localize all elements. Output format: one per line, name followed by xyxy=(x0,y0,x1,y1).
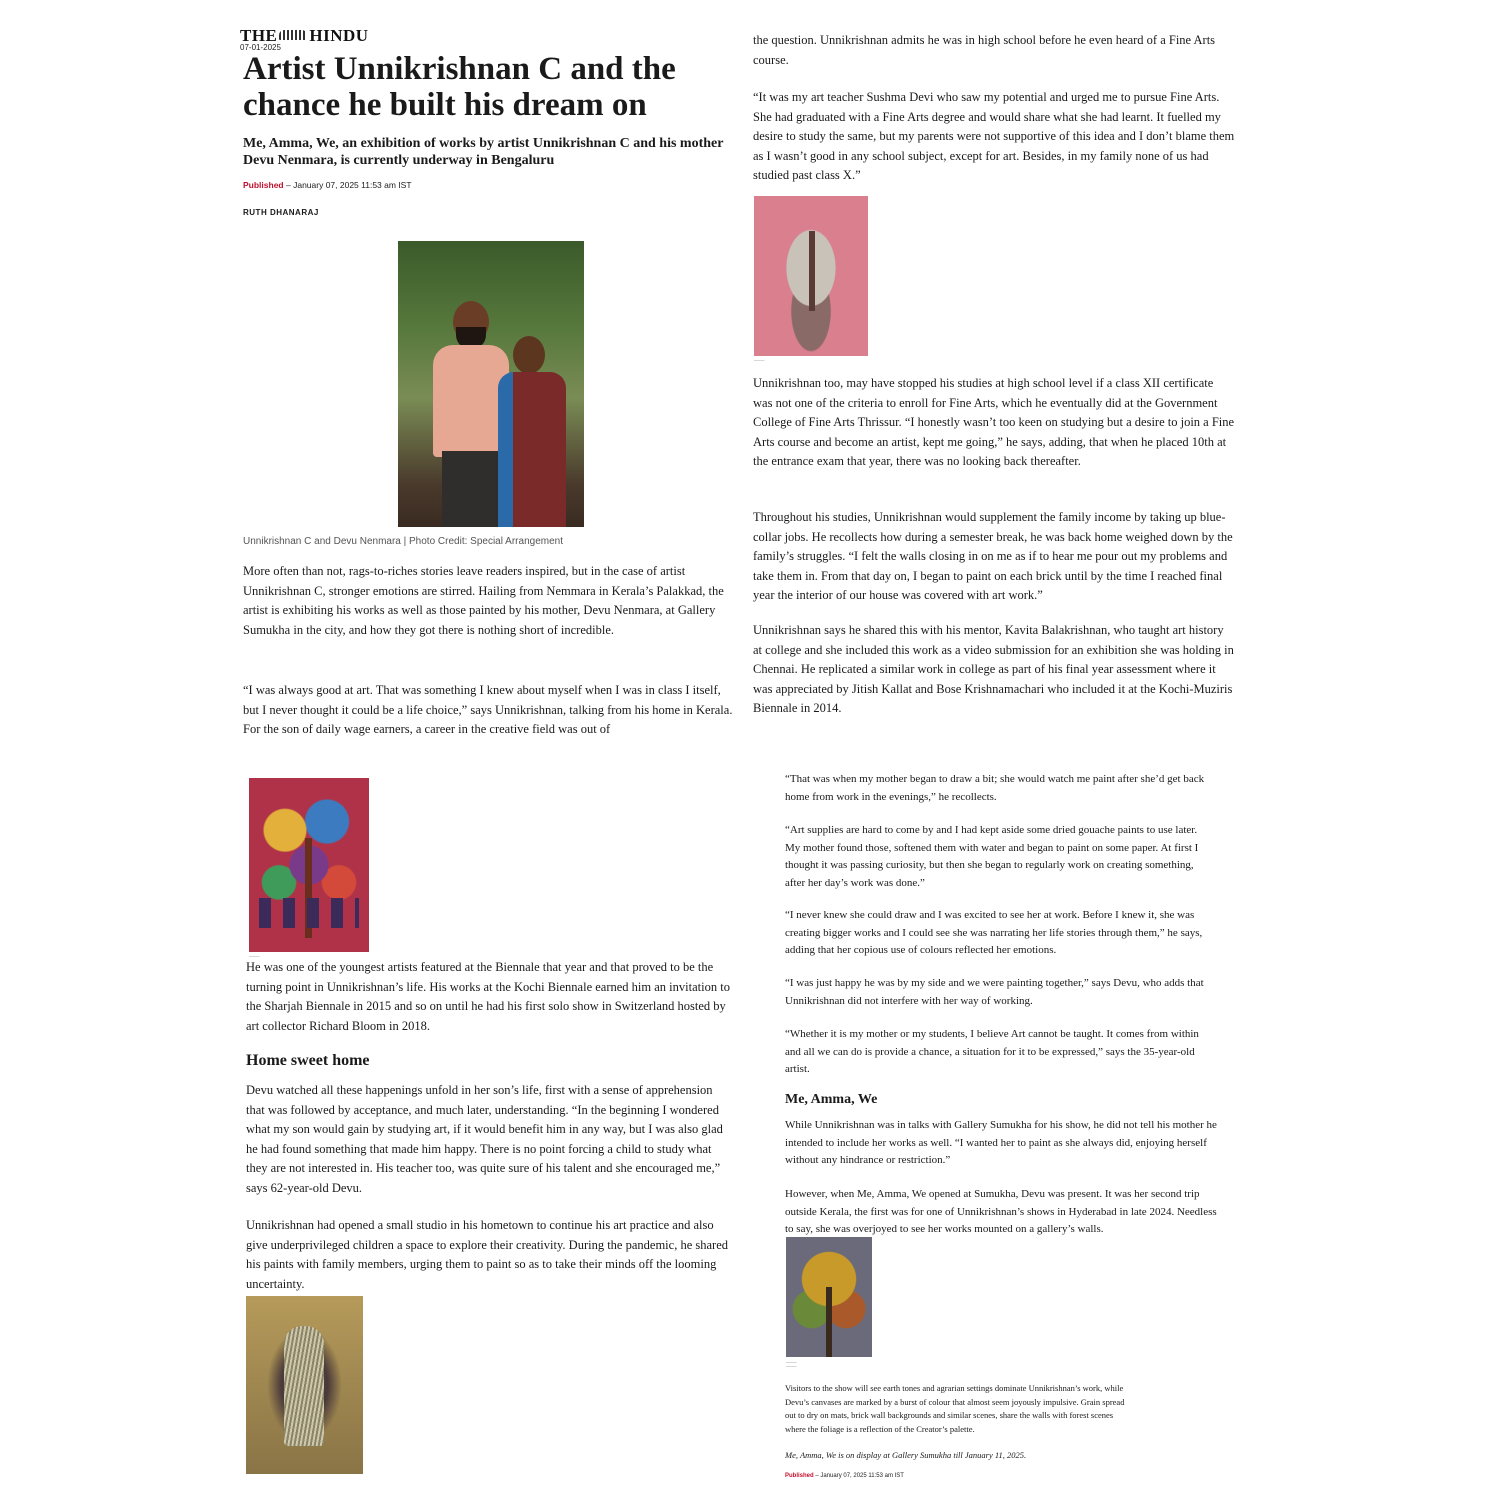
published-label-footer: Published xyxy=(785,1473,814,1479)
published-line xyxy=(243,180,412,190)
headline: Artist Unnikrishnan C and the chance he built his dream on xyxy=(243,51,676,123)
col3-para-1: He was one of the youngest artists featured at the Biennale that year and that proved to be the turning point in Unnikrishnan’s life. His works at the Kochi Biennale earned him an invitation to the Sharjah Biennale in 2015 and so on until he had his first solo show in Switzerland hosted by art collector Richard Bloom in 2018. xyxy=(246,960,730,1033)
painting-tree-pink xyxy=(754,196,868,356)
photo-caption: Unnikrishnan C and Devu Nenmara | Photo Credit: Special Arrangement xyxy=(243,536,563,547)
col1-para-2: “I was always good at art. That was something I knew about myself when I was in class I itself, but I never thought it could be a life choice,” says Unnikrishnan, talking from his home in Kerala. For the son of daily wage earners, a career in the creative field was out of xyxy=(243,683,733,736)
col4-para-3: “I never knew she could draw and I was excited to see her at work. Before I knew it, she was creating bigger works and I could see she was narrating her life stories through them,” he says, adding that her copious use of colours reflected her emotions. xyxy=(785,909,1203,956)
col3-para-2: Devu watched all these happenings unfold in her son’s life, first with a sense of apprehension that was followed by acceptance, and much later, understanding. “In the beginning I wondered what my son would gain by studying art, if it would benefit him in any way, but I was also glad he had found something that made him happy. There is no point forcing a child to study what they are not interested in. His teacher too, was quite sure of his talent and she encouraged me,” says 62-year-old Devu. xyxy=(246,1083,723,1195)
col2-para-1: the question. Unnikrishnan admits he was in high school before he even heard of a Fine Arts course. xyxy=(753,33,1216,67)
masthead-right: HINDU xyxy=(309,26,369,45)
col4-para-2: “Art supplies are hard to come by and I had kept aside some dried gouache paints to use later. My mother found those, softened them with water and began to paint on some paper. At first I thought it was passing curiosity, but then she began to regularly work on creating something, after her day’s work was done.” xyxy=(785,824,1199,889)
col2-para-2: “It was my art teacher Sushma Devi who saw my potential and urged me to pursue Fine Arts. She had graduated with a Fine Arts degree and would share what she had learnt. It fuelled my desire to study the same, but my parents were not supportive of this idea and I don’t blame them as I wasn’t good in any school subject, except for art. Besides, in my family none of us had studied past class X.” xyxy=(753,90,1235,182)
painting-colorful-tree xyxy=(249,778,369,952)
published-date: – January 07, 2025 11:53 am IST xyxy=(286,180,412,190)
lead-photo xyxy=(398,241,584,527)
masthead-left: THE xyxy=(240,26,278,45)
painting-autumn-tree xyxy=(786,1237,872,1357)
col4-para-7: However, when Me, Amma, We opened at Sumukha, Devu was present. It was her second trip outside Kerala, the first was for one of Unnikrishnan’s shows in Hyderabad in late 2024. Needless to say, she was overjoyed to see her works mounted on a gallery’s walls. xyxy=(785,1188,1217,1235)
col2-para-5: Unnikrishnan says he shared this with his mentor, Kavita Balakrishnan, who taught art history at college and she included this work as a video submission for an exhibition she was holding in Chennai. He replicated a similar work in college as part of his final year assessment where it was appreciated by Jitish Kallat and Bose Krishnamachari who included it at the Kochi-Muziris Biennale in 2014. xyxy=(753,623,1234,715)
section-heading-me-amma-we: Me, Amma, We xyxy=(785,1092,878,1107)
section-heading-home-sweet-home: Home sweet home xyxy=(246,1052,370,1069)
published-line-footer xyxy=(785,1473,904,1479)
painting-4-caption-mark: ——— ——— xyxy=(786,1360,797,1368)
col1-para-1: More often than not, rags-to-riches stories leave readers inspired, but in the case of artist Unnikrishnan C, stronger emotions are stirred. Hailing from Nemmara in Kerala’s Palakkad, the artist is exhibiting his works as well as those painted by his mother, Devu Nenmara, at Gallery Sumukha in the city, and how they got there is nothing short of incredible. xyxy=(243,564,724,637)
published-date-footer: – January 07, 2025 11:53 am IST xyxy=(815,1473,904,1479)
edition-date: 07-01-2025 xyxy=(240,43,281,52)
masthead-seal-icon xyxy=(279,30,307,40)
col2-para-4: Throughout his studies, Unnikrishnan would supplement the family income by taking up blue-collar jobs. He recollects how during a semester break, he was back home weighed down by the family’s struggles. “I felt the walls closing in on me as if to hear me pour out my problems and take them in. From that day on, I began to paint on each brick until by the time I reached final year the interior of our house was covered with art work.” xyxy=(753,510,1233,602)
col2-para-3: Unnikrishnan too, may have stopped his studies at high school level if a class XII certificate was not one of the criteria to enroll for Fine Arts, which he eventually did at the Government College of Fine Arts Thrissur. “I honestly wasn’t too keen on studying but a desire to join a Fine Arts course and become an artist, kept me going,” he says, adding, that when he placed 10th at the entrance exam that year, there was no looking back thereafter. xyxy=(753,376,1235,468)
closing-paragraph: Visitors to the show will see earth tones and agrarian settings dominate Unnikrishnan’s work, while Devu’s canvases are marked by a burst of colour that almost seem joyously impulsive. Grain spread out to dry on mats, brick wall backgrounds and similar scenes, share the walls with forest scenes where the foliage is a reflection of the Creator’s palette. xyxy=(785,1383,1125,1435)
author-byline[interactable]: RUTH DHANARAJ xyxy=(243,208,319,217)
col4-para-6: While Unnikrishnan was in talks with Gallery Sumukha for his show, he did not tell his mother he intended to include her works as well. “I wanted her to paint as she always did, enjoying herself without any hindrance or restriction.” xyxy=(785,1119,1217,1166)
photo-figure-mother xyxy=(493,336,568,527)
col4-para-4: “I was just happy he was by my side and we were painting together,” says Devu, who adds that Unnikrishnan did not interfere with her way of working. xyxy=(785,977,1204,1007)
col4-para-1: “That was when my mother began to draw a bit; she would watch me paint after she’d get back home from work in the evenings,” he recollects. xyxy=(785,773,1205,803)
col3-para-3: Unnikrishnan had opened a small studio in his hometown to continue his art practice and also give underprivileged children a space to explore their creativity. During the pandemic, he shared his paints with family members, urging them to paint so as to take their minds off the looming uncertainty. xyxy=(246,1218,728,1291)
display-note: Me, Amma, We is on display at Gallery Sumukha till January 11, 2025. xyxy=(785,1450,1027,1460)
painting-1-caption-mark: ——— xyxy=(754,358,765,362)
subheadline: Me, Amma, We, an exhibition of works by artist Unnikrishnan C and his mother Devu Nenmara, is currently underway in Bengaluru xyxy=(243,136,724,168)
painting-2-caption-mark: ——— xyxy=(249,954,260,958)
col4-para-5: “Whether it is my mother or my students, I believe Art cannot be taught. It comes from within and all we can do is provide a chance, a situation for it to be expressed,” says the 35-year-old artist. xyxy=(785,1028,1199,1075)
published-label: Published xyxy=(243,180,284,190)
painting-grain-bundle xyxy=(246,1296,363,1474)
